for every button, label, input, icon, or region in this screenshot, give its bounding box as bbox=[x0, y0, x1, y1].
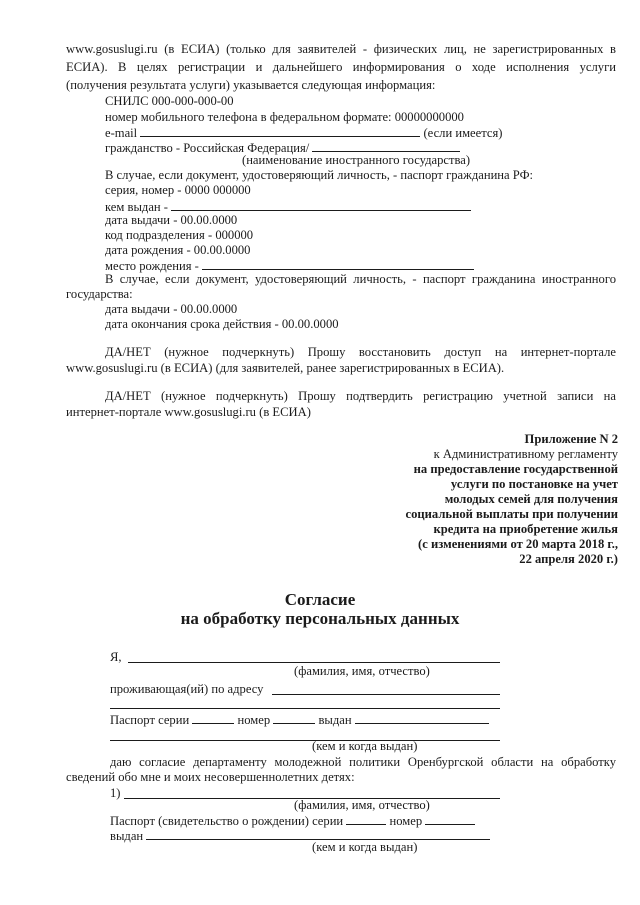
email-label: e-mail bbox=[105, 126, 138, 140]
passport-line bbox=[110, 712, 489, 728]
foreign-case-line-2: государства: bbox=[66, 287, 133, 301]
passport-series-blank bbox=[192, 712, 234, 724]
consent-i-label: Я, bbox=[110, 650, 122, 664]
foreign-state-note: (наименование иностранного государства) bbox=[242, 153, 471, 167]
restore-line-1: ДА/НЕТ (нужное подчеркнуть) Прошу восстановить доступ на интернет-портале bbox=[105, 345, 616, 359]
intro-line-2: ЕСИА). В целях регистрации и дальнейшего информирования о ходе исполнения услуги bbox=[66, 60, 616, 74]
appendix-line-7: (с изменениями от 20 марта 2018 г., bbox=[418, 537, 618, 551]
address-blank-2 bbox=[110, 708, 500, 709]
snils-field: СНИЛС 000-000-000-00 bbox=[105, 94, 234, 108]
foreign-expiry-date: дата окончания срока действия - 00.00.0000 bbox=[105, 317, 339, 331]
intro-line-1: www.gosuslugi.ru (в ЕСИА) (только для заявителей - физических лиц, не зарегистрированных в bbox=[66, 42, 616, 56]
child-number: 1) bbox=[110, 786, 121, 800]
appendix-line-5: социальной выплаты при получении bbox=[405, 507, 618, 521]
appendix-line-6: кредита на приобретение жилья bbox=[433, 522, 618, 536]
child-issued-label: выдан bbox=[110, 829, 144, 843]
appendix-line-1: к Административному регламенту bbox=[433, 447, 618, 461]
birth-place-blank bbox=[202, 258, 474, 270]
address-label: проживающая(ий) по адресу bbox=[110, 682, 264, 696]
fio-note: (фамилия, имя, отчество) bbox=[294, 664, 430, 678]
passport-number-label: номер bbox=[237, 713, 271, 727]
issued-note: (кем и когда выдан) bbox=[312, 739, 418, 753]
rf-passport-case: В случае, если документ, удостоверяющий личность, - паспорт гражданина РФ: bbox=[105, 168, 534, 182]
intro-line-3: (получения результата услуги) указывается следующая информация: bbox=[66, 78, 436, 92]
foreign-issue-date: дата выдачи - 00.00.0000 bbox=[105, 302, 238, 316]
email-field bbox=[105, 125, 502, 141]
passport-issued-label: выдан bbox=[318, 713, 352, 727]
appendix-line-4: молодых семей для получения bbox=[444, 492, 618, 506]
child-doc-number-blank bbox=[425, 813, 475, 825]
child-doc-number-label: номер bbox=[389, 814, 423, 828]
give-consent-line-1: даю согласие департаменту молодежной политики Оренбургской области на обработку bbox=[110, 755, 616, 769]
issued-by-label: кем выдан - bbox=[105, 200, 168, 214]
passport-issued-blank-2 bbox=[110, 740, 500, 741]
passport-series-label: Паспорт серии bbox=[110, 713, 190, 727]
child-doc-series-blank bbox=[346, 813, 386, 825]
appendix-heading: Приложение N 2 bbox=[524, 432, 618, 446]
confirm-line-1: ДА/НЕТ (нужное подчеркнуть) Прошу подтвердить регистрацию учетной записи на bbox=[105, 389, 616, 403]
issued-by-blank bbox=[171, 199, 471, 211]
consent-title: Согласие bbox=[284, 590, 356, 609]
child-fio-note: (фамилия, имя, отчество) bbox=[294, 798, 430, 812]
appendix-line-2: на предоставление государственной bbox=[413, 462, 618, 476]
restore-line-2: www.gosuslugi.ru (в ЕСИА) (для заявителей, ранее зарегистрированных в ЕСИА). bbox=[66, 361, 505, 375]
fio-blank bbox=[128, 662, 500, 663]
issue-date-field: дата выдачи - 00.00.0000 bbox=[105, 213, 238, 227]
child-doc-line bbox=[110, 813, 475, 829]
email-blank bbox=[140, 125, 420, 137]
confirm-line-2: интернет-портале www.gosuslugi.ru (в ЕСИА) bbox=[66, 405, 311, 419]
birth-place-label: место рождения - bbox=[105, 259, 199, 273]
email-note: (если имеется) bbox=[423, 126, 503, 140]
appendix-line-3: услуги по постановке на учет bbox=[450, 477, 618, 491]
give-consent-line-2: сведений обо мне и моих несовершеннолетних детях: bbox=[66, 770, 355, 784]
appendix-line-8: 22 апреля 2020 г.) bbox=[519, 552, 618, 566]
citizenship-label: гражданство - Российская Федерация/ bbox=[105, 141, 310, 155]
foreign-state-blank bbox=[312, 140, 460, 152]
address-blank-1 bbox=[272, 694, 500, 695]
child-issued-line bbox=[110, 828, 490, 844]
foreign-case-line-1: В случае, если документ, удостоверяющий личность, - паспорт гражданина иностранного bbox=[105, 272, 616, 286]
passport-issued-blank bbox=[355, 712, 489, 724]
child-issued-note: (кем и когда выдан) bbox=[312, 840, 418, 854]
phone-field: номер мобильного телефона в федеральном формате: 00000000000 bbox=[105, 110, 464, 124]
consent-subtitle: на обработку персональных данных bbox=[180, 609, 460, 628]
series-number-field: серия, номер - 0000 000000 bbox=[105, 183, 251, 197]
child-issued-blank bbox=[146, 828, 490, 840]
birth-date-field: дата рождения - 00.00.0000 bbox=[105, 243, 251, 257]
passport-number-blank bbox=[273, 712, 315, 724]
child-doc-series-label: Паспорт (свидетельство о рождении) серии bbox=[110, 814, 344, 828]
division-code-field: код подразделения - 000000 bbox=[105, 228, 254, 242]
